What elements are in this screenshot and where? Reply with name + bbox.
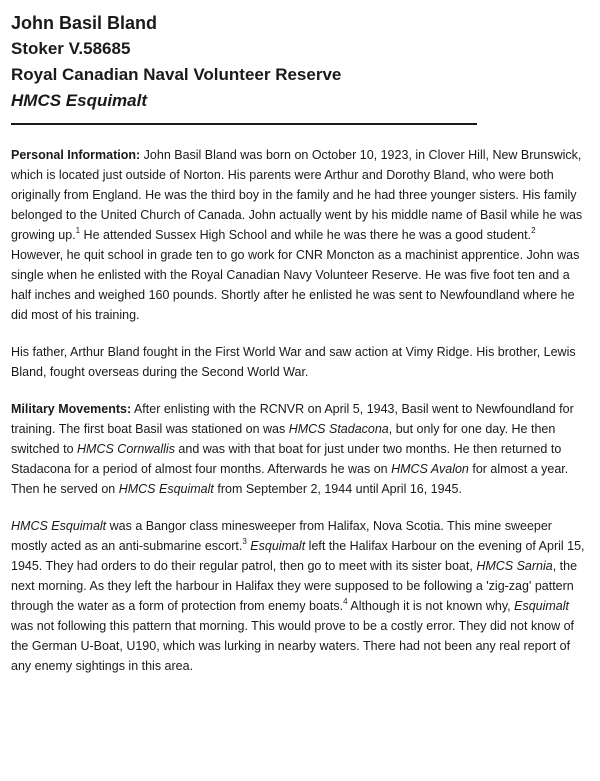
person-name: John Basil Bland xyxy=(11,13,158,33)
header-divider xyxy=(11,123,477,125)
ship-name: HMCS Esquimalt xyxy=(11,91,148,110)
ship-esquimalt-ref-1: Esquimalt xyxy=(250,539,306,553)
ship-cornwallis: HMCS Cornwallis xyxy=(77,442,175,456)
personal-information-label: Personal Information: xyxy=(11,148,141,162)
ship-esquimalt-intro: HMCS Esquimalt xyxy=(11,519,107,533)
personal-text-3: However, he quit school in grade ten to go work for CNR Moncton as a machinist apprentice. John was single when he enlisted with the Royal Canadian Navy Volunteer Reserve. He was five foot ten and a half inches and weighed 160 pounds. Shortly after he enlisted he was sent to Newfoundland where he did most of his training. xyxy=(11,248,580,322)
service-number: Stoker V.58685 xyxy=(11,39,131,58)
personal-text-1: John Basil Bland was born on October 10, 1923, in Clover Hill, New Brunswick, which is located just outside of Norton. His parents were Arthur and Dorothy Bland, who were both originally from England. He was the third boy in the family and he had three younger sisters. His family belonged to the United Church of Canada. John actually went by his middle name of Basil while he was growing up. xyxy=(11,148,583,242)
esquimalt-text-4: , the next morning. As they left the harbour in Halifax they were supposed to be following a 'zig-zag' pattern through the water as a form of protection from enemy boats. xyxy=(11,559,578,613)
footnote-1: 1 xyxy=(75,225,81,235)
footnote-3: 3 xyxy=(242,536,247,546)
ship-sarnia: HMCS Sarnia xyxy=(476,559,553,573)
military-text-4: for almost a year. Then he served on xyxy=(11,462,569,496)
esquimalt-text-1: was a Bangor class minesweeper from Halifax, Nova Scotia. This mine sweeper mostly acted as an anti-submarine escort. xyxy=(11,519,552,553)
military-text-3: and was with that boat for just under two months. He then returned to Stadacona for a period of almost four months. Afterwards he was on xyxy=(11,442,562,476)
military-text-5: from September 2, 1944 until April 16, 1945. xyxy=(213,482,462,496)
military-movements-label: Military Movements: xyxy=(11,402,132,416)
ship-esquimalt-ref-2: Esquimalt xyxy=(514,599,569,613)
esquimalt-text-6: was not following this pattern that morning. This would prove to be a costly error. They did not know of the German U-Boat, U190, which was lurking in nearby waters. There had not been any real report of any enemy sightings in this area. xyxy=(11,619,575,673)
personal-information-paragraph xyxy=(11,145,589,325)
service-branch: Royal Canadian Naval Volunteer Reserve xyxy=(11,65,342,84)
military-movements-paragraph xyxy=(11,399,589,499)
military-text-2: , but only for one day. He then switched to xyxy=(11,422,556,456)
esquimalt-text-5: Although it is not known why, xyxy=(347,599,515,613)
personal-text-2: He attended Sussex High School and while he was there he was a good student. xyxy=(80,228,532,242)
family-paragraph: His father, Arthur Bland fought in the First World War and saw action at Vimy Ridge. His brother, Lewis Bland, fought overseas during the Second World War. xyxy=(11,345,576,379)
footnote-4: 4 xyxy=(343,596,348,606)
footnote-2: 2 xyxy=(531,225,536,235)
document-header xyxy=(11,10,589,125)
ship-esquimalt: HMCS Esquimalt xyxy=(118,482,214,496)
ship-avalon: HMCS Avalon xyxy=(391,462,469,476)
ship-stadacona: HMCS Stadacona xyxy=(288,422,389,436)
document-page xyxy=(11,10,589,676)
esquimalt-text-3: left the Halifax Harbour on the evening of April 15, 1945. They had orders to do their regular patrol, then go to meet with its sister boat, xyxy=(11,539,585,573)
military-text-1: After enlisting with the RCNVR on April 5, 1943, Basil went to Newfoundland for training. The first boat Basil was stationed on was xyxy=(11,402,574,436)
esquimalt-paragraph xyxy=(11,516,589,676)
